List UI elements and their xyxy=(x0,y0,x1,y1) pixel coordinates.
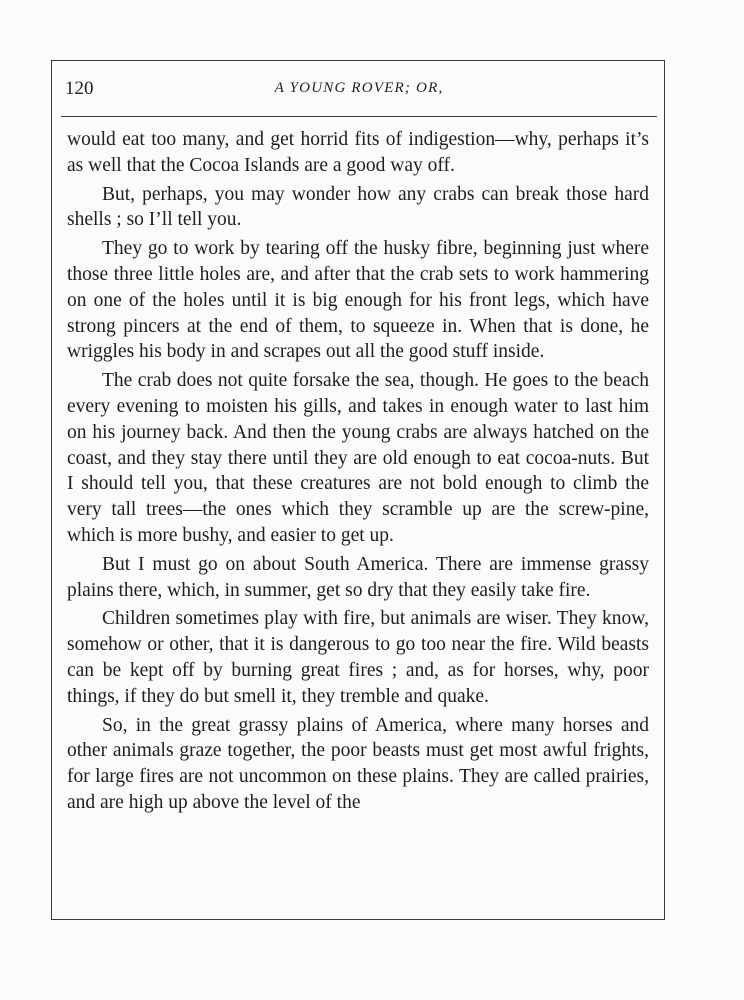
page-number: 120 xyxy=(65,78,94,99)
paragraph-continued: would eat too many, and get horrid fits of indigestion—why, perhaps it’s as well that the Cocoa Islands are a good way off. xyxy=(67,129,649,176)
paragraph: But I must go on about South America. There are immense grassy plains there, which, in summer, get so dry that they easily take fire. xyxy=(67,553,649,601)
paragraph: So, in the great grassy plains of America, where many horses and other animals graze together, the poor beasts must get most awful frights, for large fires are not uncommon on these plains. They are called prairies, and are high up above the level of the xyxy=(67,714,649,813)
page-content xyxy=(61,66,657,819)
paragraph: But, perhaps, you may wonder how any crabs can break those hard shells ; so I’ll tell you. xyxy=(67,183,649,231)
paragraph: Children sometimes play with fire, but animals are wiser. They know, somehow or other, that it is dangerous to go too near the fire. Wild beasts can be kept off by burning great fires ; and, as for horses, why, poor things, if they do but smell it, they tremble and quake. xyxy=(67,608,649,707)
body-text xyxy=(61,127,657,816)
page-header xyxy=(61,66,657,117)
paragraph: The crab does not quite forsake the sea, though. He goes to the beach every evening to moisten his gills, and takes in enough water to last him on his journey back. And then the young crabs are always hatched on the coast, and they stay there until they are old enough to eat cocoa-nuts. But I should tell you, that these creatures are not bold enough to climb the very tall trees—the ones which they scramble up are the screw-pine, which is more bushy, and easier to get up. xyxy=(67,370,649,546)
paragraph: They go to work by tearing off the husky fibre, beginning just where those three little holes are, and after that the crab sets to work hammering on one of the holes until it is big enough for his front legs, which have strong pincers at the end of them, to squeeze in. When that is done, he wriggles his body in and scrapes out all the good stuff inside. xyxy=(67,238,649,363)
running-title: A YOUNG ROVER; OR, xyxy=(274,80,444,96)
